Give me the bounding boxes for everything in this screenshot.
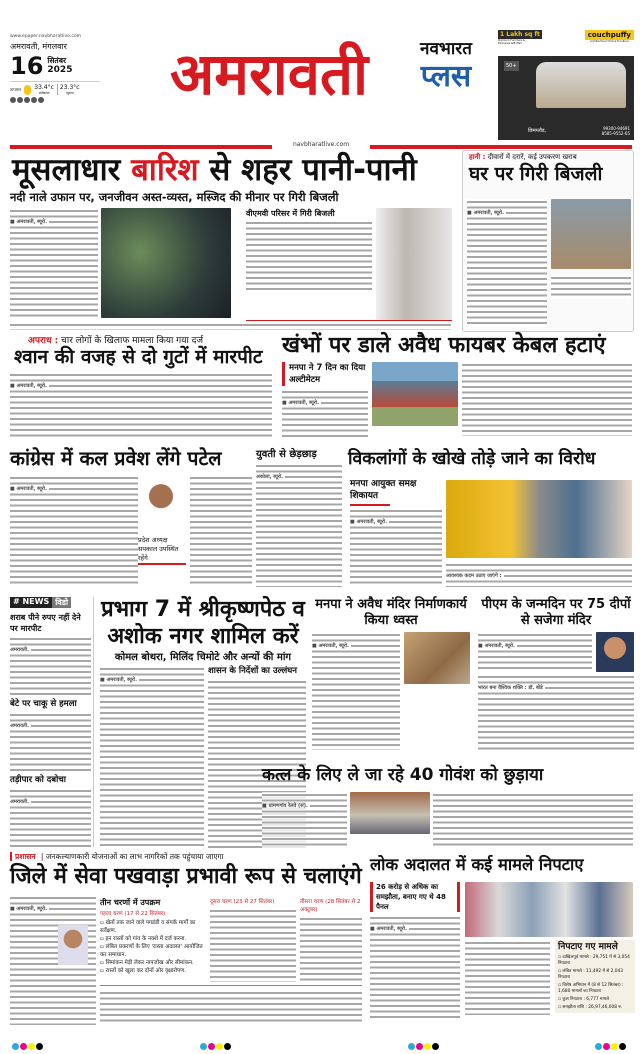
- case-item: ▫ कुल निपटारा : 6,777 मामले: [558, 997, 632, 1003]
- epaper-url[interactable]: www.epaper.navbharatlive.com: [10, 34, 82, 39]
- phase3-label: तीसरा चरण (28 सितंबर से 2 अक्टूबर): [300, 899, 361, 913]
- story6-body: अकोला, ब्यूरो.: [256, 463, 342, 588]
- story9-body: ■ अमरावती, ब्यूरो.: [312, 632, 400, 750]
- story10-body: ■ अमरावती, ब्यूरो.: [478, 632, 592, 672]
- story11-headline: कत्ल के लिए ले जा रहे 40 गोवंश को छुड़ाया: [262, 765, 544, 785]
- story6-headline: युवती से छेड़छाड़: [256, 449, 317, 460]
- story12-body-cont: [100, 990, 362, 1023]
- ad-phone2: 8585-9552-65: [601, 131, 630, 136]
- brief-title: शराब पीने रुपए नहीं देने पर मारपीट: [10, 613, 81, 633]
- news-tag: # NEWS: [10, 597, 52, 608]
- story5-body-cont: [190, 475, 252, 587]
- story13-left: [370, 882, 460, 1020]
- ad-phone1: 99300-94691: [603, 126, 630, 131]
- news-briefs: [10, 597, 94, 847]
- story12-headline: जिले में सेवा पखवाड़ा प्रभावी रूप से चलाएंगे: [10, 864, 362, 889]
- story5-photo: [142, 478, 180, 530]
- divider: [100, 985, 362, 986]
- story13-photo: [465, 882, 633, 937]
- story5-caption: प्रदेश अध्यक्ष सपकाल उपस्थित रहेंगे: [138, 536, 186, 565]
- phase2-label: दूसरा चरण (23 से 27 सितंबर): [210, 899, 275, 905]
- ad-location: छिमग्लौड,: [528, 128, 547, 134]
- logo-top: नवभारत: [420, 39, 472, 59]
- phase3-body: [300, 916, 362, 982]
- story5-headline: कांग्रेस में कल प्रवेश लेंगे पटेल: [10, 447, 222, 470]
- story1-side-title: वीएमवी परिसर में गिरी बिजली: [246, 209, 335, 218]
- ad-banner[interactable]: [498, 30, 634, 142]
- story3-kicker-line: अपराध : चार लोगों के खिलाफ मामला किया गया दर्ज: [28, 336, 204, 346]
- temp-min: 23.3°c: [59, 84, 80, 91]
- story6: [256, 449, 342, 587]
- story5-body: ■ अमरावती, ब्यूरो.: [10, 475, 138, 587]
- story1-side: [246, 209, 372, 293]
- story1-body: ■ अमरावती, ब्यूरो.: [10, 208, 98, 320]
- divider: [350, 504, 390, 506]
- story1-subhead: नदी नाले उफान पर, जनजीवन अस्त-व्यस्त, मस्जिद की मीनार पर गिरी बिजली: [10, 190, 339, 204]
- phase2-body: [210, 908, 296, 982]
- color-registration-mark: [200, 1035, 232, 1054]
- weather-label: तापमान: [10, 86, 22, 92]
- story2-kicker-text: दीवारों में दरारें, कई उपकरण खराब: [487, 153, 577, 161]
- story10: [478, 597, 634, 750]
- phase3: [300, 898, 362, 982]
- brief-title: तड़ीपार को दबोचा: [10, 775, 66, 785]
- story4-subhead: मनपा ने 7 दिन का दिया अल्टीमेटम: [282, 362, 368, 386]
- youtube-icon[interactable]: [31, 97, 37, 103]
- phase-item: ▫ रास्तों को खुला कर दोनों ओर वृक्षारोपण.: [100, 967, 204, 975]
- divider: [246, 320, 452, 321]
- story13-body-cont: [465, 940, 550, 1015]
- ad-brand2: couchpuffy: [585, 30, 634, 40]
- story1-body-cont: [10, 322, 451, 330]
- story1-photo-minaret: [376, 208, 452, 320]
- ad-badge: 50+: [506, 63, 517, 69]
- divider: [10, 145, 272, 149]
- instagram-icon[interactable]: [17, 97, 23, 103]
- social-icons: [10, 97, 100, 103]
- story3-body: ■ अमरावती, ब्यूरो.: [10, 372, 272, 437]
- color-registration-mark: [408, 1035, 440, 1054]
- story2-kicker: हानी :: [469, 153, 486, 161]
- ad-brand2-sub: Architectural Choice Furniture: [589, 40, 629, 43]
- logo-bottom: प्लस: [420, 58, 472, 94]
- story2-box: [462, 150, 634, 332]
- story2-body-cont: [551, 275, 631, 299]
- story1-headline: मूसलाधार बारिश से शहर पानी-पानी: [12, 152, 417, 188]
- temp-max: 33.4°c: [34, 84, 54, 91]
- story8-body: ■ अमरावती, ब्यूरो.: [100, 666, 204, 849]
- case-item: ▫ दाखिलपूर्व मामले : 29,751 में से 3,054 निपटारा: [558, 955, 632, 967]
- story4-left: [282, 362, 368, 437]
- linkedin-icon[interactable]: [38, 97, 44, 103]
- story3-headline: श्वान की वजह से दो गुटों में मारपीट: [14, 346, 263, 368]
- story2-photo: [551, 199, 631, 269]
- story1-side-body: [246, 220, 372, 293]
- story7-left: [350, 478, 442, 587]
- phases-box-1: [100, 898, 204, 984]
- story4-body-cont: [462, 362, 632, 436]
- story10-photo: [596, 632, 634, 672]
- website-link[interactable]: navbharatlive.com: [292, 141, 350, 148]
- cases-box: [555, 940, 635, 1013]
- case-item: ▫ लंबित मामले : 11,492 में से 2,043 निपटारा: [558, 969, 632, 981]
- ad-brand1: 1 Lakh sq ft: [500, 31, 540, 38]
- story10-headline: पीएम के जन्मदिन पर 75 दीपों से सजेगा मंदिर: [481, 597, 631, 628]
- story12-body: ■ अमरावती, ब्यूरो.: [10, 895, 96, 1025]
- case-item: ▫ समझौता राशि : 26,97,46,008 रु.: [558, 1005, 632, 1011]
- story7-subhead: मनपा आयुक्त समक्ष शिकायत: [350, 479, 417, 501]
- story4-photo: [372, 362, 458, 426]
- facebook-icon[interactable]: [10, 97, 16, 103]
- story7-body: ■ अमरावती, ब्यूरो.: [350, 508, 442, 587]
- phase-item: ▫ सिमांकन मेड़ी लेकर नापजोख और सीमांकन.: [100, 959, 204, 967]
- cases-title: निपटाए गए मामले: [558, 942, 618, 952]
- brief-body: अमरावती.: [10, 712, 91, 771]
- brief-body: अमरावती.: [10, 636, 91, 695]
- logo-main: अमरावती: [170, 40, 369, 108]
- temp-min-label: न्यूनतम: [65, 91, 74, 95]
- case-item: ▫ विशेष अभियान में (8 से 12 सितंबर) : 1,680 मामलों का निपटारा: [558, 983, 632, 995]
- color-registration-mark: [595, 1035, 627, 1054]
- story2-body: ■ अमरावती, ब्यूरो.: [467, 199, 547, 327]
- story8-subhead: कोमल बोथरा, मिलिंद चिमोटे और अन्यों की मांग: [114, 652, 292, 663]
- story8-side-head: शासन के निर्देशों का उल्लंघन: [208, 665, 297, 676]
- ad-brand1-sub: Premium Furniture & Exclusive Gift Mall: [498, 39, 525, 45]
- phase1-label: पहला चरण (17 से 22 सितंबर): [100, 911, 166, 918]
- story7-photo: [446, 480, 632, 558]
- date-day: 16: [10, 52, 44, 80]
- brief-body: अमरावती.: [10, 788, 91, 847]
- masthead-info: [10, 34, 100, 103]
- phase-item: ▫ खेतों तक जाने वाले पगडंडी व संपर्क मार्गों का सर्वेक्षण.: [100, 919, 204, 935]
- story11-body-cont: [433, 792, 633, 848]
- color-registration-mark: [12, 1035, 44, 1054]
- story7-headline: विकलांगों के खोखे तोड़े जाने का विरोध: [348, 449, 596, 469]
- phases-title: तीन चरणों में उपक्रम: [100, 898, 161, 907]
- ad-image: [498, 56, 634, 140]
- story1-photo-rain: [101, 208, 231, 318]
- phase-item: ▫ इन रास्तों को गांव के नक्शे में दर्ज करना.: [100, 935, 204, 943]
- temp-max-label: अधिकतम: [38, 91, 50, 95]
- story7-body-cont: आवश्यक कदम उठाए जाएंगे :: [446, 562, 632, 587]
- story9: [312, 597, 470, 750]
- x-icon[interactable]: [24, 97, 30, 103]
- story2-headline: घर पर गिरी बिजली: [469, 163, 603, 185]
- story10-body-cont: भारत बना वैश्विक शक्ति : डॉ. बोंडे: [478, 674, 634, 750]
- story12-photo: [58, 925, 88, 965]
- story8-headline: प्रभाग 7 में श्रीकृष्णपेठ व अशोक नगर शामिल करें: [101, 597, 305, 649]
- brief-title: बेटे पर चाकू से हमला: [10, 699, 77, 709]
- sofa-image: [536, 62, 626, 108]
- phase-item: ▫ लंबित प्रकरणों के लिए 'रास्ता अदालत' आयोजित कर समाधान.: [100, 943, 204, 959]
- story13-headline: लोक अदालत में कई मामले निपटाए: [370, 855, 584, 874]
- city-day: अमरावती, मंगलवार: [10, 42, 67, 51]
- story9-headline: मनपा ने अवैध मंदिर निर्माणकार्य किया ध्वस्त: [315, 597, 467, 628]
- date-year: 2025: [47, 65, 73, 76]
- story11-photo: [350, 792, 430, 834]
- story9-photo: [404, 632, 470, 684]
- story11-body: ■ धामणगांव रेलवे (सं).: [262, 792, 347, 848]
- story12-kicker-line: प्रशासन | जनकल्याणकारी योजनाओं का लाभ नागरिकों तक पहुंचाया जाएगा: [10, 852, 362, 862]
- divider: [370, 145, 632, 149]
- thermometer-icon: [24, 85, 31, 95]
- story4-headline: खंभों पर डाले अवैध फायबर केबल हटाएं: [282, 333, 606, 358]
- story13-body: ■ अमरावती, ब्यूरो.: [370, 915, 460, 1020]
- story13-box: 26 करोड़ से अधिक का समझौता, बनाए गए थे 48 पैनल: [370, 882, 460, 912]
- date-month: सितंबर: [47, 56, 67, 66]
- story4-body: ■ अमरावती, ब्यूरो.: [282, 389, 368, 437]
- story3: [10, 333, 272, 437]
- logo-sub: [402, 40, 490, 94]
- news-tag2: विडो: [52, 597, 71, 608]
- phase2: [210, 898, 296, 982]
